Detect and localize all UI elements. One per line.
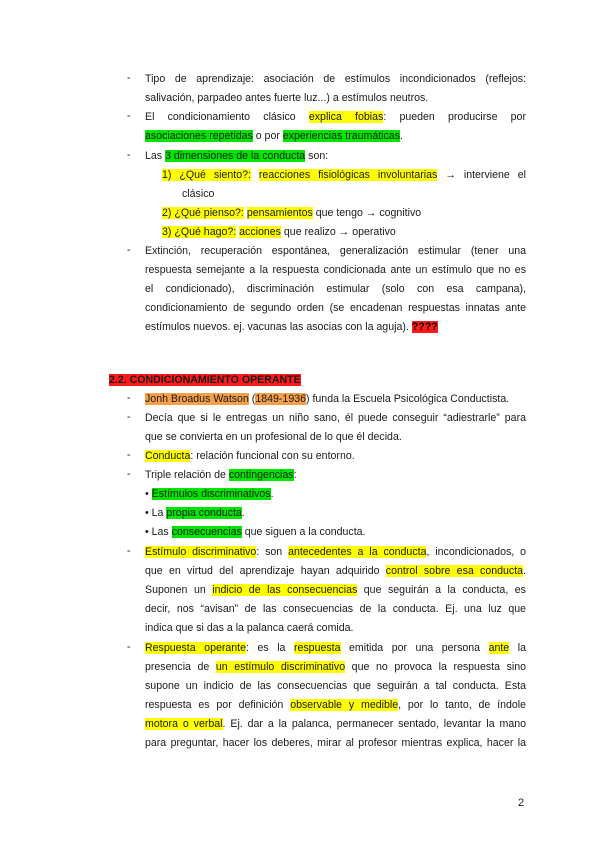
- bullet-dash: -: [127, 468, 131, 480]
- paragraph-line: clásico: [182, 188, 215, 200]
- highlight-text: 3) ¿Qué hago?:: [162, 226, 237, 238]
- highlight-text: propia conducta: [166, 507, 242, 519]
- highlight-text: observable y medible: [290, 699, 399, 711]
- highlight-text: ????: [411, 321, 438, 333]
- bullet-dash: -: [127, 449, 131, 461]
- highlight-text: reacciones fisiológicas involuntarias: [258, 169, 438, 181]
- highlight-text: experiencias traumáticas: [282, 130, 401, 142]
- paragraph-line: indica que si das a la palanca caerá comida.: [145, 622, 354, 634]
- highlight-text: consecuencias: [171, 526, 242, 538]
- paragraph-line: Jonh Broadus Watson (1849-1936) funda la Escuela Psicológica Conductista.: [145, 393, 510, 405]
- bullet-dash: -: [127, 392, 131, 404]
- highlight-text: 1) ¿Qué siento?:: [162, 169, 251, 181]
- sub-item: • La propia conducta.: [145, 507, 245, 519]
- sub-item: • Estímulos discriminativos.: [145, 488, 274, 500]
- paragraph-line: el condicionado), discriminación estimular (solo con esa campana),: [145, 283, 526, 295]
- highlight-text: Jonh Broadus Watson: [145, 393, 249, 405]
- paragraph-line: supone un indicio de las consecuencias que seguirán a tal conducta. Esta: [145, 680, 526, 692]
- paragraph-line: que se convierta en un profesional de lo que él decida.: [145, 431, 402, 443]
- bullet-dash: -: [127, 545, 131, 557]
- bullet-dash: -: [127, 110, 131, 122]
- highlight-text: Estímulos discriminativos: [151, 488, 271, 500]
- paragraph-line: estímulos nuevos. ej. vacunas las asocias con la aguja). ????: [145, 321, 438, 333]
- highlight-text: acciones: [239, 226, 281, 238]
- paragraph-line: Respuesta operante: es la respuesta emitida por una persona ante la: [145, 642, 526, 654]
- paragraph-line: asociaciones repetidas o por experiencias traumáticas.: [145, 130, 403, 142]
- bullet-dash: -: [127, 411, 131, 423]
- numbered-item: 3) ¿Qué hago?: acciones que realizo → operativo: [162, 226, 396, 238]
- paragraph-line: motora o verbal. Ej. dar a la palanca, permanecer sentado, levantar la mano: [145, 718, 526, 730]
- highlight-text: indicio de las consecuencias: [212, 584, 358, 596]
- paragraph-line: Decía que si le entregas un niño sano, él puede conseguir “adiestrarle” para: [145, 412, 526, 424]
- bullet-dash: -: [127, 149, 131, 161]
- paragraph-line: Tipo de aprendizaje: asociación de estímulos incondicionados (reflejos:: [145, 73, 526, 85]
- numbered-item: 1) ¿Qué siento?: reacciones fisiológicas involuntarias → interviene el: [162, 169, 526, 181]
- paragraph-line: Triple relación de contingencias:: [145, 469, 297, 481]
- highlight-text: pensamientos: [246, 207, 313, 219]
- bullet-dash: -: [127, 244, 131, 256]
- highlight-text: un estímulo discriminativo: [215, 661, 346, 673]
- highlight-text: Conducta: [145, 450, 191, 462]
- highlight-text: ante: [488, 642, 510, 654]
- highlight-text: 3 dimensiones de la conducta: [165, 150, 306, 162]
- paragraph-line: para preguntar, hacer los deberes, mirar al profesor mientras explica, hacer la: [145, 737, 526, 749]
- bullet-dash: -: [127, 72, 131, 84]
- highlight-text: 1849-1936: [255, 393, 306, 405]
- paragraph-line: presencia de un estímulo discriminativo que no provoca la respuesta sino: [145, 661, 527, 673]
- page-number: 2: [518, 797, 525, 809]
- sub-item: • Las consecuencias que siguen a la conducta.: [145, 526, 366, 538]
- bullet-dash: -: [127, 641, 131, 653]
- numbered-item: 2) ¿Qué pienso?: pensamientos que tengo → cognitivo: [162, 207, 422, 219]
- highlight-text: Respuesta operante: [145, 642, 246, 654]
- paragraph-line: decir, nos “avisan” de las consecuencias de la conducta. Ej. una luz que: [145, 603, 526, 615]
- paragraph-line: Las 3 dimensiones de la conducta son:: [145, 150, 329, 162]
- paragraph-line: que en virtud del aprendizaje hayan adquirido control sobre esa conducta.: [145, 565, 527, 577]
- paragraph-line: Extinción, recuperación espontánea, generalización estimular (tener una: [145, 245, 526, 257]
- highlight-text: control sobre esa conducta: [385, 565, 524, 577]
- paragraph-line: El condicionamiento clásico explica fobias: pueden producirse por: [145, 111, 526, 123]
- section-heading: 2.2. CONDICIONAMIENTO OPERANTE: [109, 374, 301, 386]
- highlight-text: motora o verbal: [145, 718, 223, 730]
- highlight-text: 2) ¿Qué pienso?:: [162, 207, 244, 219]
- paragraph-line: salivación, parpadeo antes fuerte luz...) a estímulos neutros.: [145, 92, 429, 104]
- highlight-text: respuesta: [293, 642, 341, 654]
- paragraph-line: condicionamiento de segundo orden (se encadenan respuestas innatas ante: [145, 302, 526, 314]
- paragraph-line: Estímulo discriminativo: son antecedentes a la conducta, incondicionados, o: [145, 546, 526, 558]
- highlight-text: explica fobias: [308, 111, 384, 123]
- paragraph-line: respuesta es por definición observable y medible, por lo tanto, de índole: [145, 699, 527, 711]
- paragraph-line: respuesta semejante a la respuesta condicionada ante un estímulo que no es: [145, 264, 526, 276]
- highlight-text: Estímulo discriminativo: [145, 546, 257, 558]
- paragraph-line: Suponen un indicio de las consecuencias que seguirán a la conducta, es: [145, 584, 526, 596]
- paragraph-line: Conducta: relación funcional con su entorno.: [145, 450, 355, 462]
- highlight-text: contingencias: [228, 469, 294, 481]
- highlight-text: antecedentes a la conducta: [288, 546, 427, 558]
- highlight-text: asociaciones repetidas: [145, 130, 253, 142]
